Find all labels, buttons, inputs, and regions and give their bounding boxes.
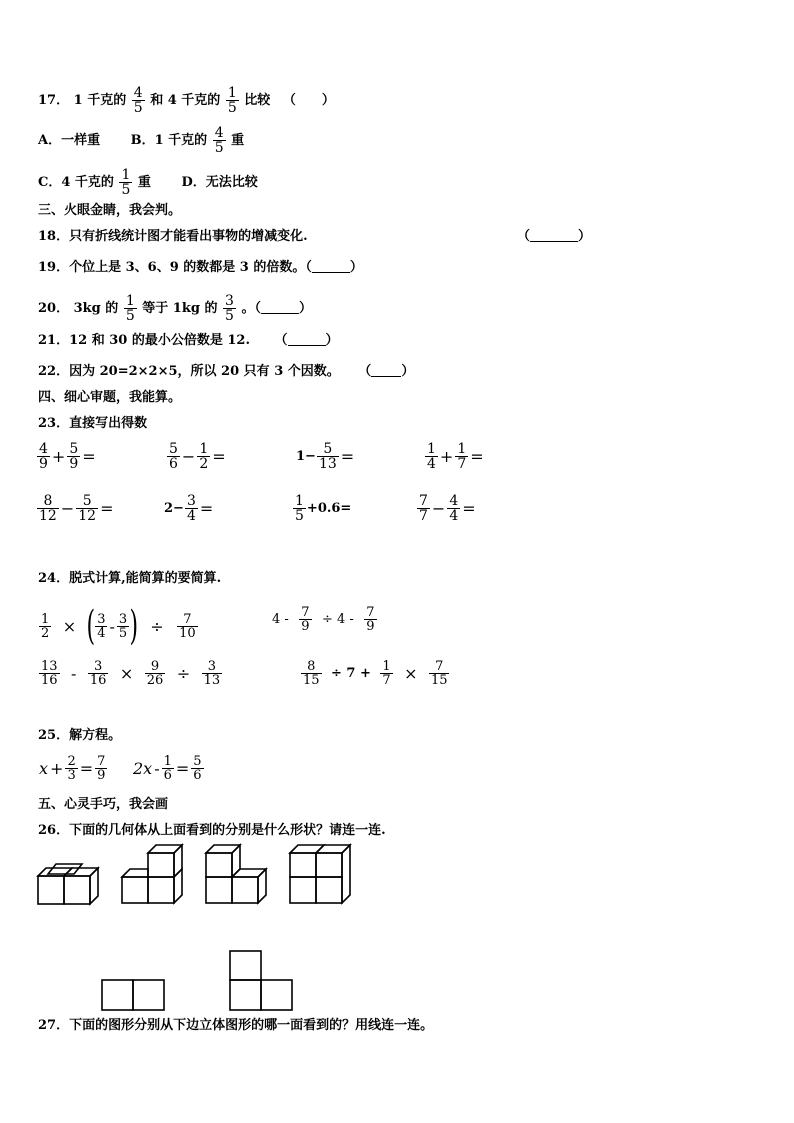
fraction: $\frac{4}{5}$ — [214, 125, 224, 156]
q18-answer-blank[interactable]: （ ） — [517, 229, 592, 244]
q24-expr-2: 4 - $\frac{7}{9}$ ÷ 4 - $\frac{7}{9}$ — [272, 605, 375, 634]
question-18 — [38, 229, 308, 245]
q23-expr-6: 2− $\frac{3}{4}$ = — [164, 493, 214, 524]
answer-blank[interactable] — [371, 364, 401, 377]
text: 和 4 千克的 — [150, 93, 221, 108]
question-22 — [38, 364, 414, 380]
option-a: A．一样重 — [38, 133, 101, 148]
q23-expr-7: $\frac{1}{5}$ +0.6= — [295, 493, 352, 524]
question-number: 24． — [38, 571, 70, 586]
q23-expr-4: $\frac{1}{4}$ + $\frac{1}{7}$ = — [427, 441, 484, 472]
question-text: 解方程。 — [69, 728, 122, 743]
question-number: 25． — [38, 728, 70, 743]
paren: （ — [274, 333, 288, 348]
question-24 — [38, 571, 221, 587]
q23-expr-5: $\frac{8}{12}$ − $\frac{5}{12}$ = — [39, 493, 114, 524]
question-17 — [38, 86, 335, 115]
option-b: B．1 千克的 — [130, 133, 208, 148]
paren: ） — [325, 333, 339, 348]
question-number: 21． — [38, 333, 70, 348]
section-4-heading: 四、细心审题，我能算。 — [38, 390, 182, 405]
q25-equation-1: x + $\frac{2}{3}$ = $\frac{7}{9}$ — [39, 754, 106, 783]
question-text: 脱式计算,能简算的要简算. — [69, 571, 222, 586]
fraction: $\frac{1}{5}$ — [227, 85, 237, 116]
q23-expr-8: $\frac{7}{7}$ − $\frac{4}{4}$ = — [419, 493, 476, 524]
fraction: $\frac{1}{5}$ — [125, 293, 135, 324]
q24-expr-3: $\frac{13}{16}$ - $\frac{3}{16}$ × $\frac{9}{26}$ ÷ $\frac{3}{13}$ — [41, 659, 221, 688]
option-c: C．4 千克的 — [38, 175, 114, 190]
cube-solid-3 — [204, 843, 270, 909]
question-number: 23． — [38, 416, 70, 431]
question-23 — [38, 416, 147, 432]
text: 1 千克的 — [73, 93, 127, 108]
question-text: 下面的几何体从上面看到的分别是什么形状？请连一连. — [69, 823, 386, 838]
answer-blank[interactable] — [288, 333, 326, 346]
answer-paren: （ ） — [282, 93, 335, 108]
text: 。（ — [241, 301, 261, 316]
text: 重 — [231, 133, 245, 148]
fraction: $\frac{3}{5}$ — [225, 293, 234, 324]
paren: ） — [349, 260, 363, 275]
paren: （ — [358, 364, 372, 379]
answer-blank[interactable] — [261, 301, 299, 314]
question-number: 19． — [38, 260, 70, 275]
question-number: 17． — [38, 93, 70, 108]
question-number: 20． — [38, 301, 70, 316]
q17-options-ab — [38, 126, 244, 155]
q23-expr-1: $\frac{4}{9}$ + $\frac{5}{9}$ = — [39, 441, 96, 472]
answer-blank[interactable] — [312, 260, 350, 273]
question-text: 因为 20=2×2×5，所以 20 只有 3 个因数。 — [69, 364, 340, 379]
question-25 — [38, 728, 121, 744]
cube-solid-4 — [288, 843, 354, 909]
question-text: 只有折线统计图才能看出事物的增减变化. — [69, 229, 308, 244]
text: 比较 — [244, 93, 271, 108]
question-21 — [38, 333, 339, 349]
question-text: 个位上是 3、6、9 的数都是 3 的倍数。（ — [69, 260, 312, 275]
question-text: 12 和 30 的最小公倍数是 12. — [69, 333, 250, 348]
question-number: 22． — [38, 364, 70, 379]
text: 3kg 的 — [73, 301, 119, 316]
paren: ） — [298, 301, 312, 316]
question-27 — [38, 1018, 433, 1034]
q23-expr-3: 1− $\frac{5}{13}$ = — [296, 441, 355, 472]
cube-solid-1 — [36, 860, 100, 908]
cube-solid-2 — [120, 843, 186, 909]
question-number: 26． — [38, 823, 70, 838]
question-26 — [38, 823, 386, 839]
question-20 — [38, 294, 312, 323]
top-view-shape-2 — [228, 949, 294, 1012]
option-d: D．无法比较 — [181, 175, 258, 190]
q23-expr-2: $\frac{5}{6}$ − $\frac{1}{2}$ = — [169, 441, 226, 472]
fraction: $\frac{4}{5}$ — [133, 85, 143, 116]
paren: ） — [401, 364, 415, 379]
question-number: 18． — [38, 229, 70, 244]
text: 等于 1kg 的 — [142, 301, 218, 316]
question-text: 直接写出得数 — [69, 416, 148, 431]
section-3-heading: 三、火眼金睛，我会判。 — [38, 203, 182, 218]
question-19 — [38, 260, 363, 276]
q17-options-cd — [38, 168, 258, 197]
fraction: $\frac{1}{5}$ — [121, 167, 131, 198]
section-5-heading: 五、心灵手巧，我会画 — [38, 797, 169, 812]
q24-expr-1: $\frac{1}{2}$ × ( $\frac{3}{4}$ - $\frac{3}{5}$ ) ÷ $\frac{7}{10}$ — [41, 603, 196, 649]
text: 重 — [137, 175, 151, 190]
question-text: 下面的图形分别从下边立体图形的哪一面看到的？用线连一连。 — [69, 1018, 434, 1033]
q24-expr-4: $\frac{8}{15}$ ÷ 7 + $\frac{1}{7}$ × $\frac{7}{15}$ — [303, 659, 448, 688]
question-number: 27． — [38, 1018, 70, 1033]
top-view-shape-1 — [100, 978, 166, 1012]
q25-equation-2: 2x - $\frac{1}{6}$ = $\frac{5}{6}$ — [133, 754, 202, 783]
